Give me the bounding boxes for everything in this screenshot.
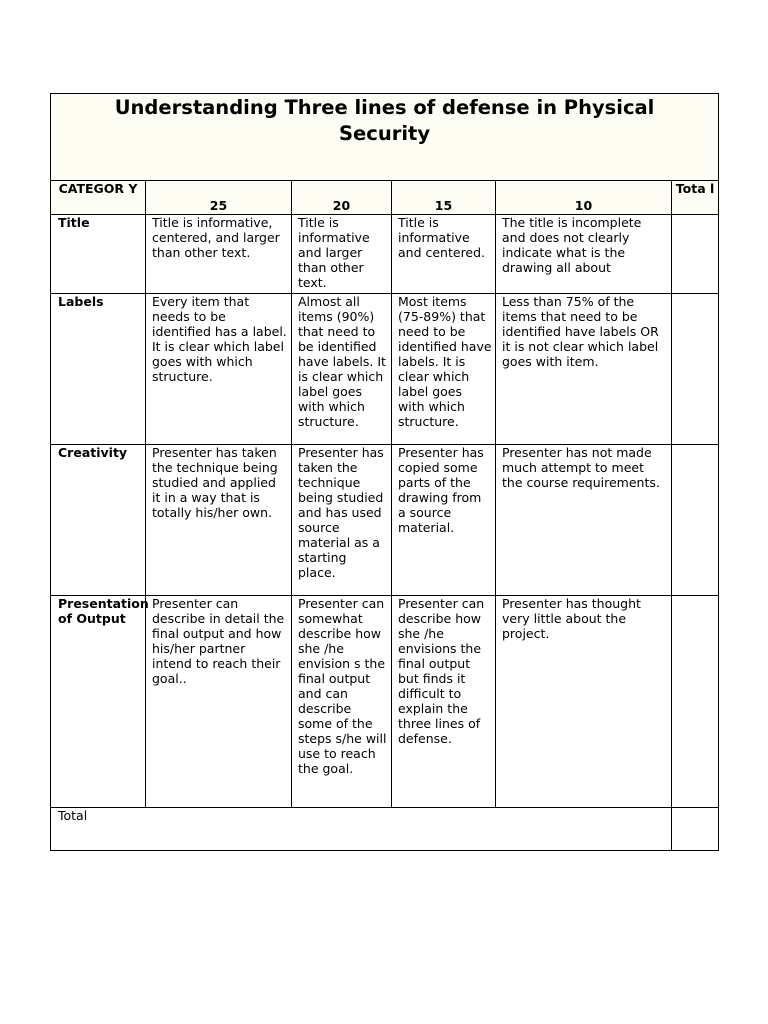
cell-creativity-15: Presenter has copied some parts of the drawing from a source material. xyxy=(392,445,496,596)
title-cell xyxy=(51,94,719,181)
total-cell-labels xyxy=(672,294,719,445)
document-title: Understanding Three lines of defense in Physical Security xyxy=(114,96,655,145)
cell-creativity-25: Presenter has taken the technique being studied and applied it in a way that is totally his/her own. xyxy=(146,445,292,596)
header-points-10: 10 xyxy=(496,181,672,215)
cell-labels-20: Almost all items (90%) that need to be identified have labels. It is clear which label goes with which structure. xyxy=(292,294,392,445)
table-row xyxy=(51,294,719,445)
cell-labels-10: Less than 75% of the items that need to be identified have labels OR it is not clear which label goes with item. xyxy=(496,294,672,445)
grand-total-cell xyxy=(672,808,719,851)
cell-creativity-10: Presenter has not made much attempt to meet the course requirements. xyxy=(496,445,672,596)
category-presentation: Presentation of Output xyxy=(51,596,146,808)
header-total: Tota l xyxy=(672,181,719,215)
category-title: Title xyxy=(51,215,146,294)
cell-title-25: Title is informative, centered, and larger than other text. xyxy=(146,215,292,294)
total-label: Total xyxy=(51,808,672,851)
category-creativity: Creativity xyxy=(51,445,146,596)
cell-presentation-10: Presenter has thought very little about the project. xyxy=(496,596,672,808)
cell-title-20: Title is informative and larger than other text. xyxy=(292,215,392,294)
table-row xyxy=(51,596,719,808)
category-labels: Labels xyxy=(51,294,146,445)
header-points-20: 20 xyxy=(292,181,392,215)
rubric-table xyxy=(50,93,719,851)
table-row xyxy=(51,215,719,294)
cell-presentation-25: Presenter can describe in detail the final output and how his/her partner intend to reach their goal.. xyxy=(146,596,292,808)
total-cell-title xyxy=(672,215,719,294)
header-points-25: 25 xyxy=(146,181,292,215)
total-cell-presentation xyxy=(672,596,719,808)
cell-labels-15: Most items (75-89%) that need to be identified have labels. It is clear which label goes with which structure. xyxy=(392,294,496,445)
total-row xyxy=(51,808,719,851)
cell-creativity-20: Presenter has taken the technique being studied and has used source material as a starting place. xyxy=(292,445,392,596)
cell-labels-25: Every item that needs to be identified has a label. It is clear which label goes with which structure. xyxy=(146,294,292,445)
table-row xyxy=(51,445,719,596)
cell-presentation-15: Presenter can describe how she /he envisions the final output but finds it difficult to explain the three lines of defense. xyxy=(392,596,496,808)
total-cell-creativity xyxy=(672,445,719,596)
header-category: CATEGOR Y xyxy=(51,181,146,215)
cell-presentation-20: Presenter can somewhat describe how she /he envision s the final output and can describe some of the steps s/he will use to reach the goal. xyxy=(292,596,392,808)
cell-title-10: The title is incomplete and does not clearly indicate what is the drawing all about xyxy=(496,215,672,294)
header-points-15: 15 xyxy=(392,181,496,215)
header-row xyxy=(51,181,719,215)
cell-title-15: Title is informative and centered. xyxy=(392,215,496,294)
